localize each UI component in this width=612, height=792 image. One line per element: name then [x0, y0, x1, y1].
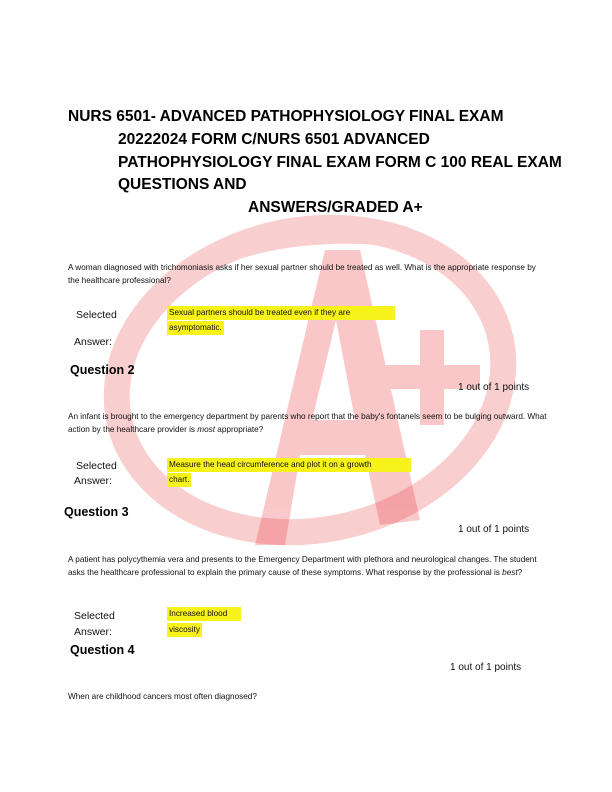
selected-label: Selected — [76, 309, 117, 321]
question-2-text: An infant is brought to the emergency department by parents who report that the baby's fontanels seem to be bulging outward. What action by the healthcare provider is most appropriate? — [68, 412, 547, 434]
selected-answer-2-line-1: Measure the head circumference and plot it on a growth — [167, 458, 411, 472]
question-1-text: A woman diagnosed with trichomoniasis asks if her sexual partner should be treated as well. What is the appropriate response by the healthcare professional? — [68, 263, 536, 285]
selected-answer-2-line-2: chart. — [167, 473, 191, 487]
title-line-2: 20222024 FORM C/NURS 6501 ADVANCED — [118, 131, 430, 148]
question-4-heading: Question 4 — [70, 643, 135, 657]
selected-answer-3-line-2: viscosity — [167, 623, 202, 637]
title-line-4: QUESTIONS AND — [118, 176, 247, 193]
question-2-points: 1 out of 1 points — [458, 382, 530, 393]
selected-answer-1-line-1: Sexual partners should be treated even if they are — [167, 306, 395, 320]
title-line-5: ANSWERS/GRADED A+ — [248, 199, 423, 216]
selected-answer-1-line-2: asymptomatic. — [167, 321, 224, 335]
title-line-3: PATHOPHYSIOLOGY FINAL EXAM FORM C 100 REAL EXAM — [118, 154, 562, 171]
selected-label: Selected — [74, 610, 115, 622]
question-3-text: A patient has polycythemia vera and presents to the Emergency Department with plethora and neurological changes. The student asks the healthcare professional to explain the primary cause of these symptoms. What response by the professional is best? — [68, 555, 537, 577]
selected-answer-3-line-1: Increased blood — [167, 607, 241, 621]
question-4-points: 1 out of 1 points — [450, 662, 522, 673]
question-4-text: When are childhood cancers most often diagnosed? — [68, 692, 257, 701]
answer-label: Answer: — [74, 475, 112, 487]
answer-label: Answer: — [74, 336, 112, 348]
answer-label: Answer: — [74, 626, 112, 638]
question-3-heading: Question 3 — [64, 505, 129, 519]
question-2-heading: Question 2 — [70, 363, 135, 377]
question-3-points: 1 out of 1 points — [458, 524, 530, 535]
title-line-1: NURS 6501- ADVANCED PATHOPHYSIOLOGY FINAL EXAM — [68, 108, 504, 125]
selected-label: Selected — [76, 460, 117, 472]
